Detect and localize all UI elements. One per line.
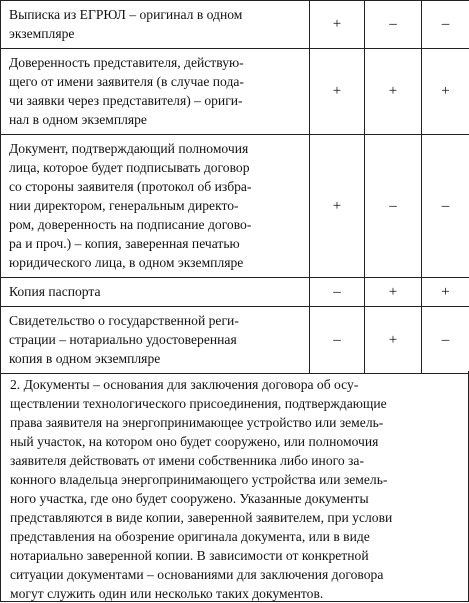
mark-cell: + [365,49,422,135]
row-description: Свидетельство о государственной реги- страции – нотариально удостоверенная копия в одном экземпляре [9,313,239,366]
mark-cell: + [422,278,469,307]
mark-cell: + [310,1,365,49]
table-row [1,278,469,307]
mark-cell: – [422,135,469,278]
row-description-cell [1,49,310,135]
mark-cell: – [310,278,365,307]
mark-cell: – [365,1,422,49]
row-description: Выписка из ЕГРЮЛ – оригинал в одном экземпляре [9,7,242,41]
mark-cell: – [422,1,469,49]
row-description: Доверенность представителя, действую- щего от имени заявителя (в случае пода- чи заявки через представителя) – ориги- нал в одном экземпляре [9,55,244,127]
table-row [1,1,469,49]
mark-cell: + [310,49,365,135]
row-description-cell [1,307,310,374]
table-row [1,135,469,278]
mark-cell: + [365,307,422,374]
mark-cell: + [310,135,365,278]
row-description: Документ, подтверждающий полномочия лица, которое будет подписывать договор со стороны заявителя (протокол об избра- нии директором, генеральным директо- ром, доверенность на подписание догово- ра и проч.) – копия, заверенная печатью юридического лица, в одном экземпляре [9,141,252,270]
table-row [1,307,469,374]
mark-cell: – [310,307,365,374]
paragraph-2: 2. Документы – основания для заключения договора об осу- ществлении технологического присоединения, подтверждающие права заявителя на энергопринимающее устройство или земель- ный участок, на котором оно будет сооружено, или полномочия заявителя действовать от имени собственника либо иного за- конного владельца энергопринимающего устройства или земель- ного участка, где оно будет сооружено. Указанные документы представляются в виде копии, заверенной заявителем, при услови представления на обозрение оригинала документа, или в виде нотариально заверенной копии. В зависимости от конкретной ситуации документами – основаниями для заключения договора могут служить один или несколько таких документов. [0,371,469,602]
row-description: Копия паспорта [9,284,101,299]
mark-cell: + [365,278,422,307]
mark-cell: + [422,49,469,135]
row-description-cell [1,135,310,278]
row-description-cell [1,278,310,307]
mark-cell: – [422,307,469,374]
row-description-cell [1,1,310,49]
mark-cell: – [365,135,422,278]
table-row [1,49,469,135]
